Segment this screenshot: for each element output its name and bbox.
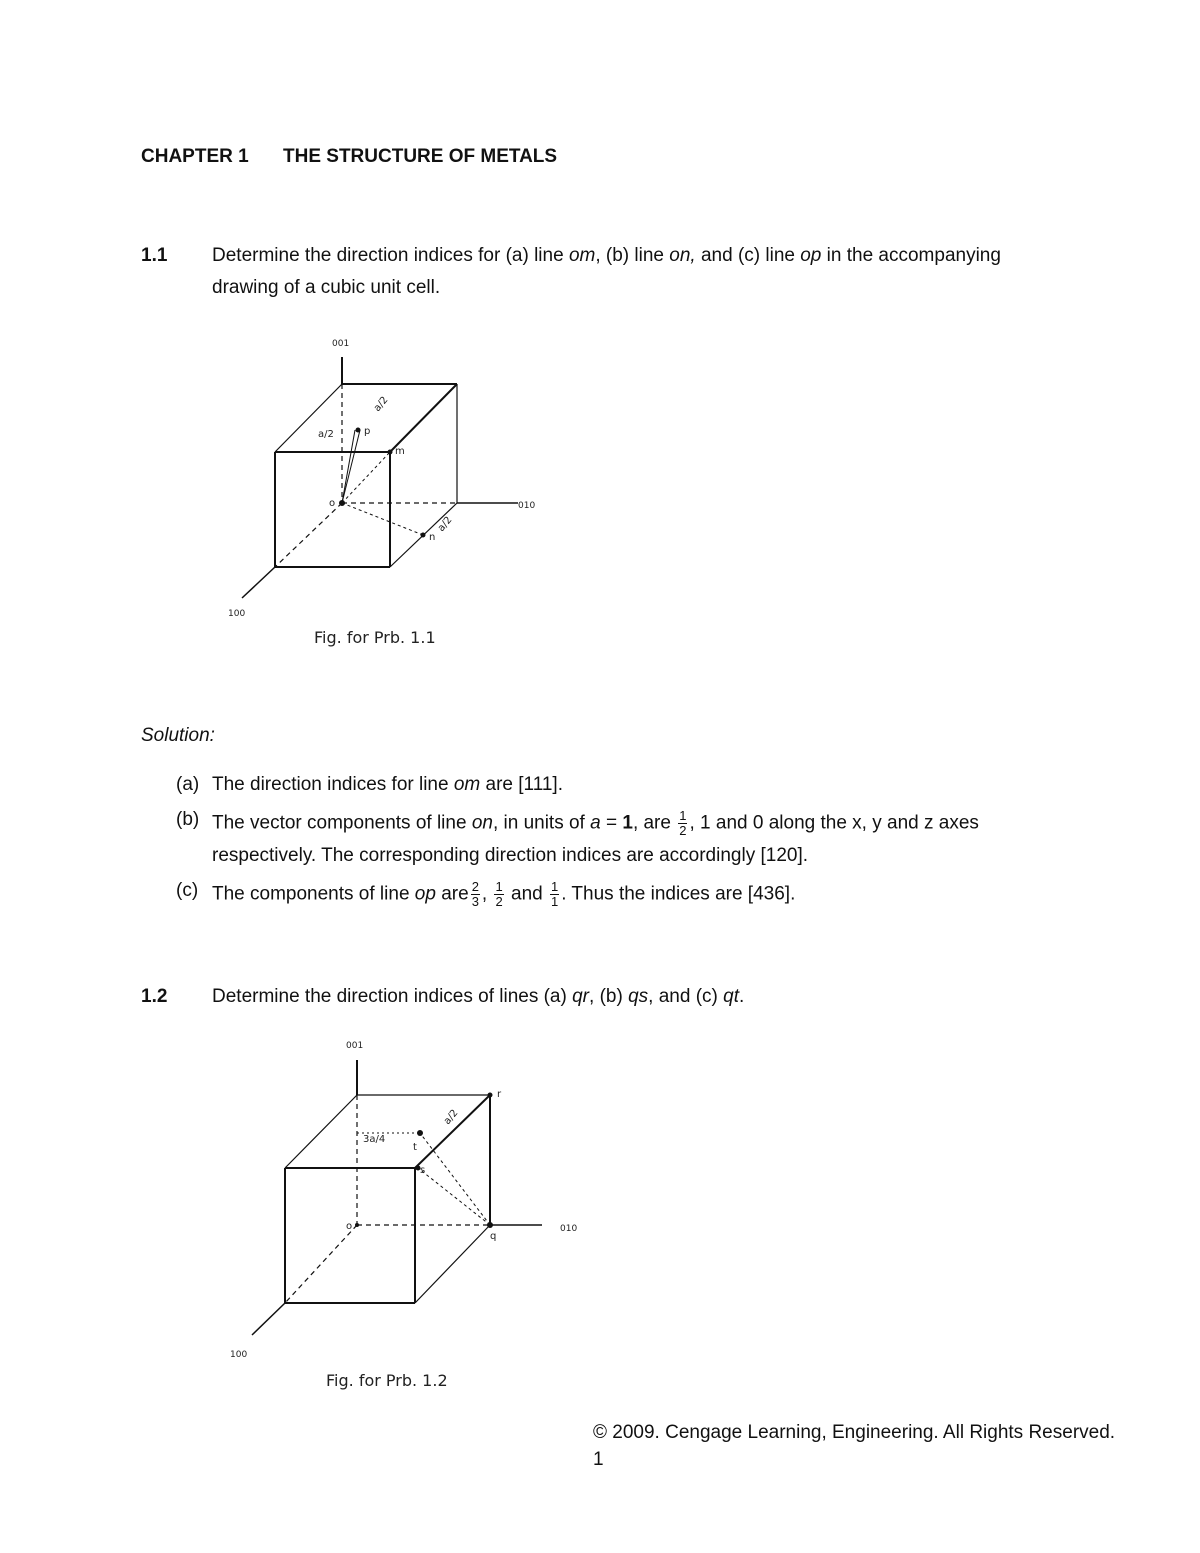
fraction-one-half: $\frac{1}{2}$ (679, 808, 687, 838)
axis-label-010: 010 (518, 501, 536, 511)
problem-number-1-1: 1.1 (141, 245, 168, 266)
axis-label-001: 001 (332, 339, 350, 349)
label-t: t (413, 1142, 417, 1153)
solution-c-tag: (c) (176, 880, 199, 901)
label-a2-top: a/2 (371, 394, 391, 414)
label-a2: a/2 (441, 1107, 461, 1127)
solution-b-text: The vector components of line on, in units of a = 1, are $\frac{1}{2}$ , 1 and 0 along the x, y and z axes (212, 808, 979, 838)
label-m: m (395, 446, 405, 457)
chapter-number: CHAPTER 1 (141, 146, 249, 167)
label-a2-right: a/2 (435, 514, 455, 534)
axis-label-001: 001 (346, 1041, 364, 1051)
axis-label-100: 100 (230, 1350, 248, 1360)
figure-1-2-cubic-cell (220, 1035, 590, 1365)
solution-b-text-line2: respectively. The corresponding direction indices are accordingly [120]. (212, 845, 809, 866)
label-o: o (346, 1221, 353, 1232)
figure-1-1-caption: Fig. for Prb. 1.1 (314, 628, 436, 647)
fraction-one-one: $\frac{1}{1}$ (550, 879, 559, 909)
label-n: n (429, 532, 436, 543)
problem-number-1-2: 1.2 (141, 986, 168, 1007)
label-r: r (497, 1089, 502, 1100)
problem-1-2-text: Determine the direction indices of lines (a) qr, (b) qs, and (c) qt. (212, 986, 745, 1007)
label-s: s (420, 1165, 426, 1176)
label-q: q (490, 1231, 497, 1242)
figure-1-1-cubic-cell (220, 330, 550, 660)
page-number: 1 (593, 1449, 604, 1470)
figure-1-2-caption: Fig. for Prb. 1.2 (326, 1371, 448, 1390)
problem-1-1-text-line2: drawing of a cubic unit cell. (212, 277, 441, 298)
label-o: o (329, 498, 336, 509)
solution-a-tag: (a) (176, 774, 200, 795)
solution-a-text: The direction indices for line om are [111]. (212, 774, 563, 795)
label-a2-side: a/2 (318, 429, 334, 440)
label-p: p (364, 426, 371, 437)
problem-1-1-text-line1: Determine the direction indices for (a) line om, (b) line on, and (c) line op in the accompanying (212, 245, 1001, 266)
fraction-two-thirds: $\frac{2}{3}$ (471, 879, 479, 909)
copyright-notice: © 2009. Cengage Learning, Engineering. All Rights Reserved. (593, 1422, 1116, 1443)
axis-label-100: 100 (228, 609, 246, 619)
fraction-one-half-c: $\frac{1}{2}$ (495, 879, 503, 909)
solution-b-tag: (b) (176, 809, 200, 830)
label-3a4: 3a/4 (363, 1134, 386, 1145)
solution-label: Solution: (141, 725, 215, 746)
axis-label-010: 010 (560, 1224, 578, 1234)
chapter-title: THE STRUCTURE OF METALS (283, 146, 558, 167)
solution-c-text: The components of line op are $\frac{2}{3}$ , $\frac{1}{2}$ and $\frac{1}{1}$ . Thus the indices are [436]. (212, 879, 796, 909)
